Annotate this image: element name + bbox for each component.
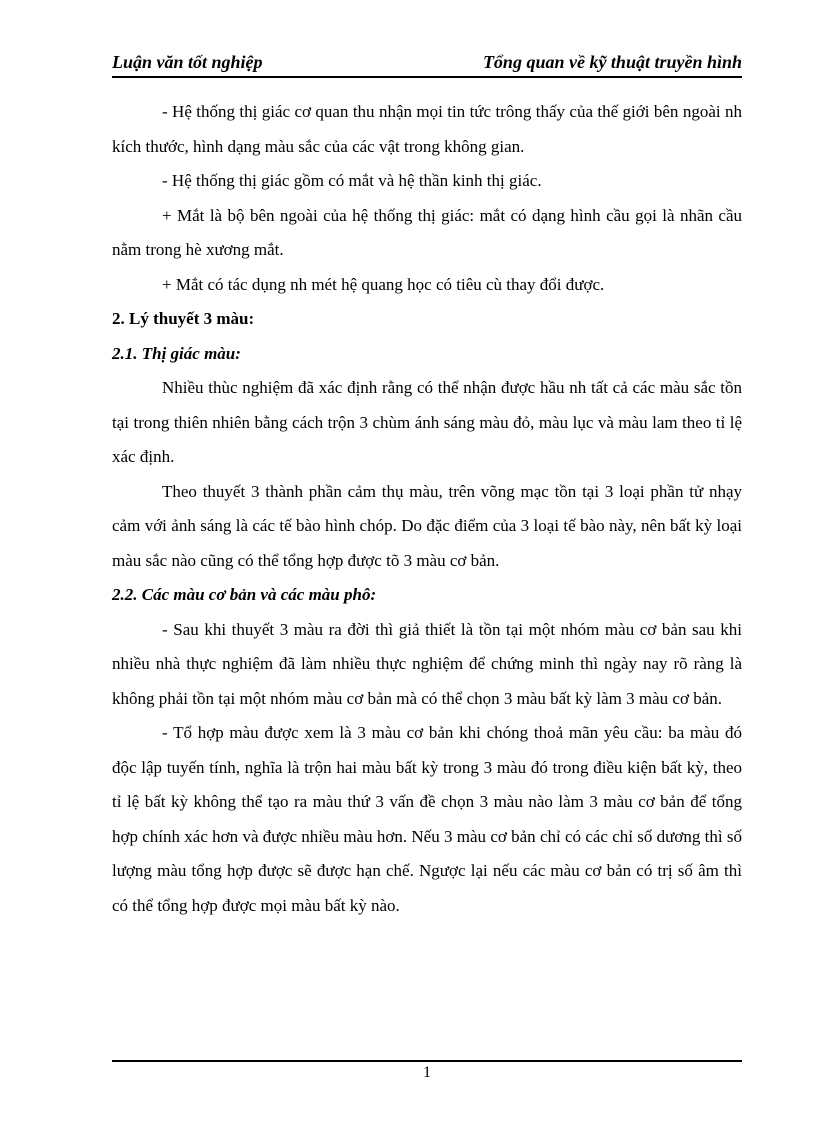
paragraph-visual-system-parts: - Hệ thống thị giác gồm có mắt và hệ thần kinh thị giác.	[162, 171, 542, 190]
paragraph-eye-structure: + Mắt là bộ bên ngoài của hệ thống thị giác: mắt có dạng hình cầu gọi là nhãn cầu nằm trong hè xương mắt.	[112, 205, 742, 259]
paragraph-color-mixing-experiments: Nhiều thùc nghiệm đã xác định rằng có thể nhận được hầu nh tất cả các màu sắc tồn tại trong thiên nhiên bằng cách trộn 3 chùm ánh sáng màu đỏ, màu lục và màu lam theo tỉ lệ xác định.	[112, 378, 742, 466]
paragraph-visual-system-function: - Hệ thống thị giác cơ quan thu nhận mọi tin tức trông thấy của thế giới bên ngoài nh kích thước, hình dạng màu sắc của các vật trong không gian.	[112, 102, 742, 156]
header-chapter-title: Tổng quan về kỹ thuật truyền hình	[482, 52, 742, 72]
paragraph-primary-color-requirements: - Tổ hợp màu được xem là 3 màu cơ bản khi chóng thoả mãn yêu cầu: ba màu đó độc lập tuyến tính, nghĩa là trộn hai màu bất kỳ trong 3 màu đó trong điều kiện bất kỳ, theo tỉ lệ bất kỳ không thể tạo ra màu thứ 3 vấn đề chọn 3 màu nào làm 3 màu cơ bản để tổng hợp chính xác hơn và được nhiều màu hơn. Nếu 3 màu cơ bản chỉ có các chỉ số dương thì số lượng màu tổng hợp được sẽ được hạn chế. Ngược lại nếu các màu cơ bản có trị số âm thì có thể tổng hợp được mọi màu bất kỳ nào.	[112, 723, 742, 915]
paragraph-primary-color-choice: - Sau khi thuyết 3 màu ra đời thì giả thiết là tồn tại một nhóm màu cơ bản sau khi nhiều nhà thực nghiệm đã làm nhiều thực nghiệm để chứng minh thì ngày nay rõ ràng là không phải tồn tại một nhóm màu cơ bản mà có thể chọn 3 màu bất kỳ làm 3 màu cơ bản.	[112, 619, 742, 708]
page-body	[112, 95, 742, 923]
footer-divider	[112, 1060, 742, 1062]
page-number: 1	[423, 1064, 431, 1081]
section-heading-three-color-theory: 2. Lý thuyết 3 màu:	[112, 309, 255, 328]
paragraph-eye-optics: + Mắt có tác dụng nh mét hệ quang học có tiêu cù thay đổi được.	[162, 274, 605, 294]
subsection-heading-primary-colors: 2.2. Các màu cơ bản và các màu phô:	[112, 585, 377, 604]
header-document-title: Luận văn tốt nghiệp	[112, 52, 263, 72]
subsection-heading-color-vision: 2.1. Thị giác màu:	[112, 343, 241, 363]
paragraph-cone-cells: Theo thuyết 3 thành phần cảm thụ màu, trên võng mạc tồn tại 3 loại phần tử nhạy cảm với ảnh sáng là các tế bào hình chóp. Do đặc điểm của 3 loại tế bào này, nên bất kỳ loại màu sắc nào cũng có thể tổng hợp được tõ 3 màu cơ bản.	[112, 481, 742, 570]
page-header	[112, 50, 742, 78]
